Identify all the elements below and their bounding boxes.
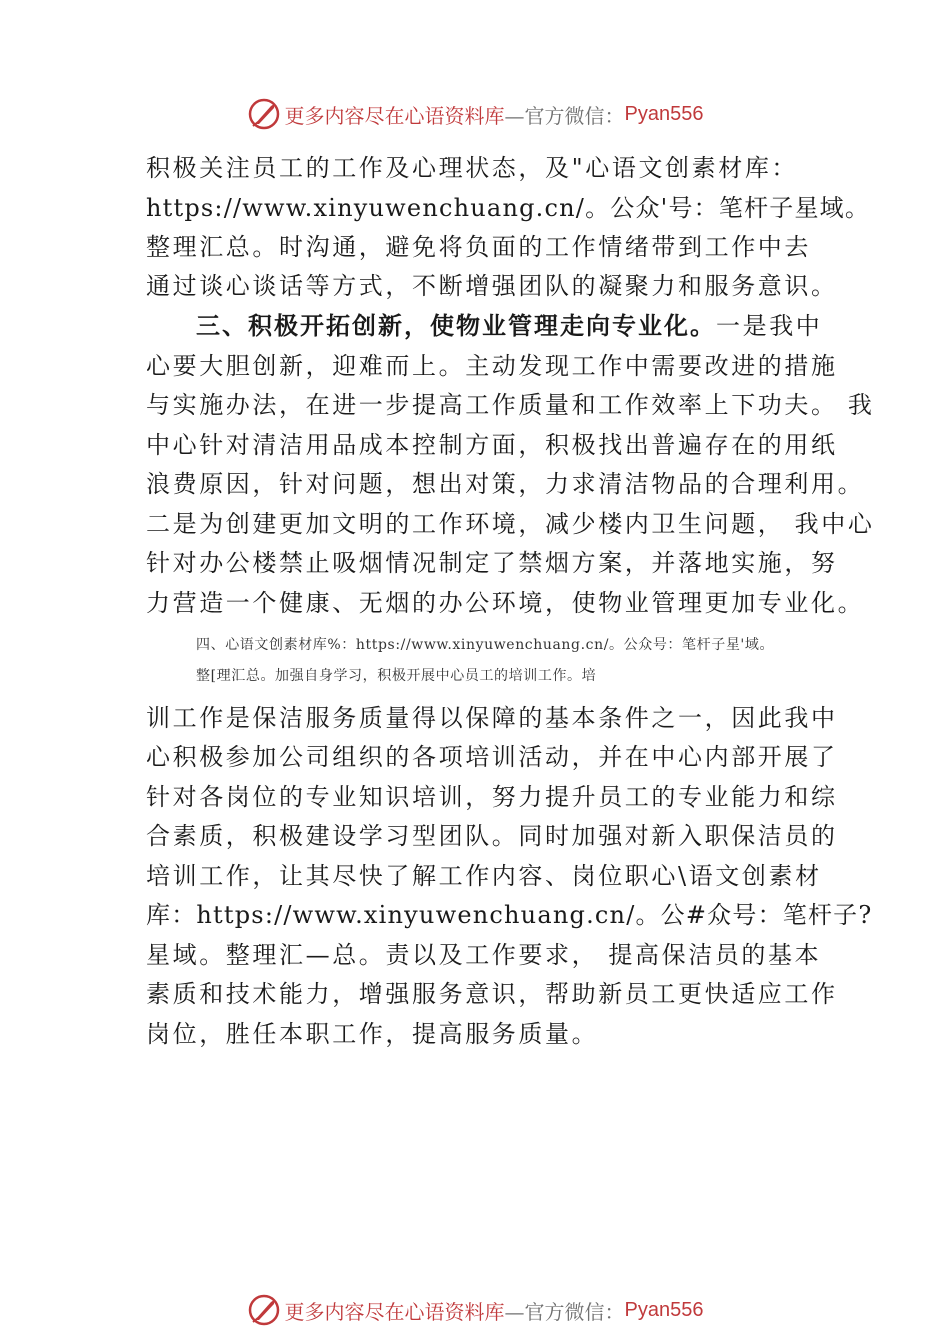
quill-logo-icon [247,97,281,131]
footer-wechat-id: Pyan556 [624,1298,704,1321]
body-line: 二是为创建更加文明的工作环境，减少楼内卫生问题， 我中心 [146,510,875,538]
body-line: 培训工作，让其尽快了解工作内容、岗位职心\语文创素材 [146,862,822,890]
body-line: 针对各岗位的专业知识培训，努力提升员工的专业能力和综 [146,783,838,811]
body-line: 训工作是保洁服务质量得以保障的基本条件之一，因此我中 [146,704,838,732]
body-line: 星域。整理汇—总。责以及工作要求， 提高保洁员的基本 [146,941,822,969]
footer-banner [0,1290,950,1330]
footer-separator-text: —官方微信： [504,1299,625,1324]
body-line: 中心针对清洁用品成本控制方面，积极找出普遍存在的用纸 [146,431,838,459]
body-line: 与实施办法，在进一步提高工作质量和工作效率上下功夫。 我 [146,391,875,419]
heading-line-rest: 一是我中 [716,312,823,340]
header-brand-text: 更多内容尽在心语资料库 [284,103,505,128]
body-line: 素质和技术能力，增强服务意识，帮助新员工更快适应工作 [146,980,838,1008]
small-body-line: 整[理汇总。加强自身学习，积极开展中心员工的培训工作。培 [196,668,597,684]
body-line: 力营造一个健康、无烟的办公环境，使物业管理更加专业化。 [146,589,865,617]
header-banner [0,94,950,134]
body-line: 整理汇总。时沟通，避免将负面的工作情绪带到工作中去 [146,233,811,261]
body-line: 合素质，积极建设学习型团队。同时加强对新入职保洁员的 [146,822,838,850]
header-separator-text: —官方微信： [504,103,625,128]
body-line: https://www.xinyuwenchuang.cn/。公众'号：笔杆子星域。 [146,194,871,222]
body-line: 心积极参加公司组织的各项培训活动，并在中心内部开展了 [146,743,838,771]
quill-logo-icon [247,1293,281,1327]
body-line: 浪费原因，针对问题，想出对策，力求清洁物品的合理利用。 [146,470,865,498]
header-wechat-id: Pyan556 [624,102,704,125]
small-body-line: 四、心语文创素材库%：https://www.xinyuwenchuang.cn/。公众号：笔杆子星'域。 [196,637,775,653]
body-line: 通过谈心谈话等方式，不断增强团队的凝聚力和服务意识。 [146,272,838,300]
footer-brand-text: 更多内容尽在心语资料库 [284,1299,505,1324]
body-line: 心要大胆创新，迎难而上。主动发现工作中需要改进的措施 [146,352,838,380]
body-line: 针对办公楼禁止吸烟情况制定了禁烟方案，并落地实施，努 [146,549,838,577]
body-line: 岗位，胜任本职工作，提高服务质量。 [146,1020,599,1048]
section-heading-line [196,306,896,346]
section-heading: 三、积极开拓创新，使物业管理走向专业化。 [196,311,716,340]
body-line: 库：https://www.xinyuwenchuang.cn/。公#众号：笔杆子? [146,901,873,929]
body-line: 积极关注员工的工作及心理状态，及"心语文创素材库： [146,154,799,182]
